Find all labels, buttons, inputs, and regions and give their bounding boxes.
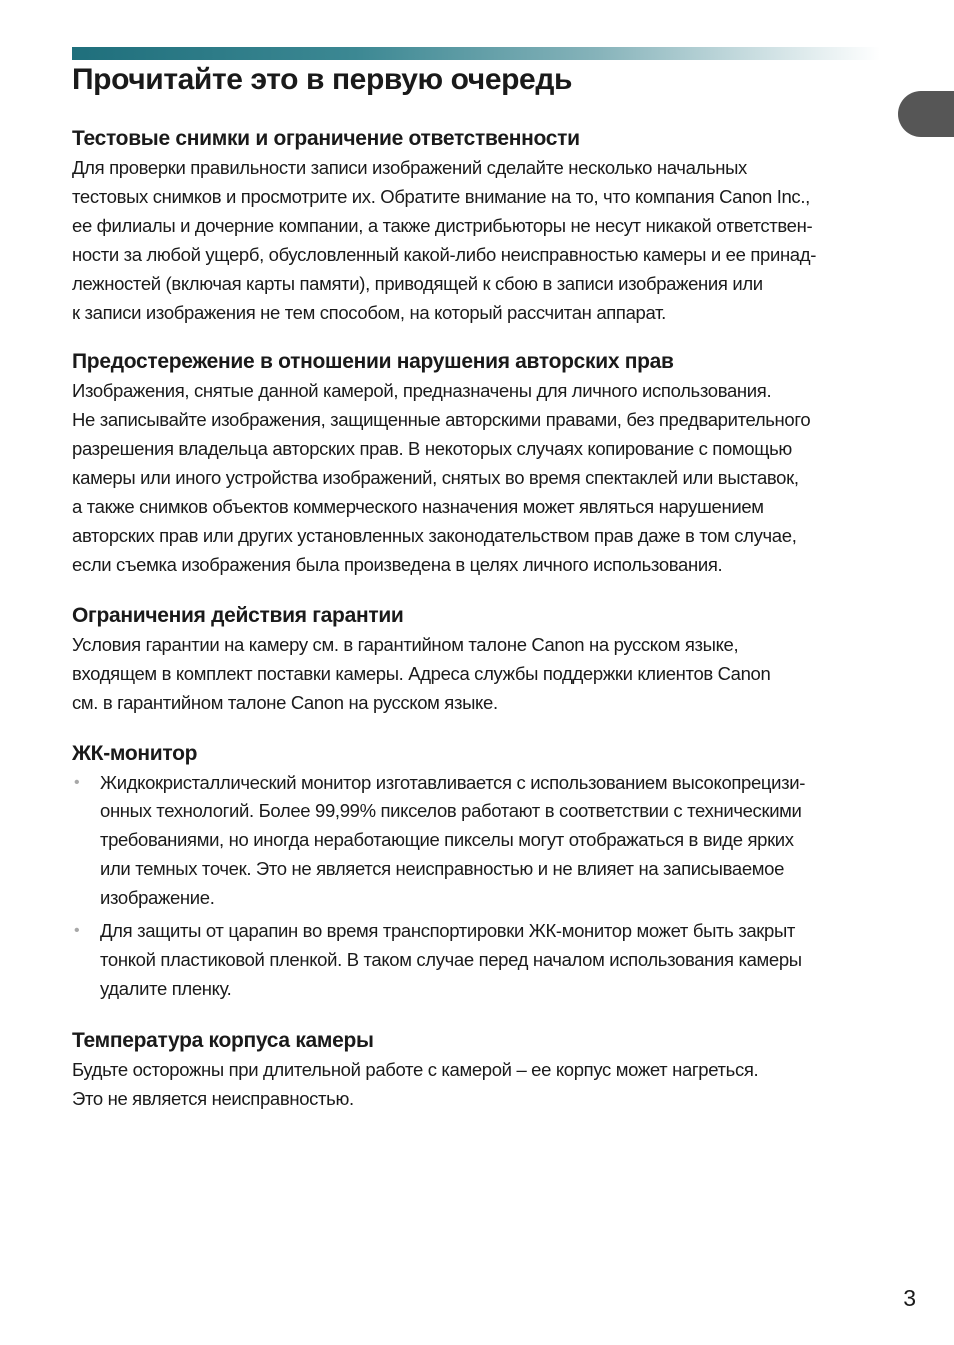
text-line: Это не является неисправностью.	[72, 1087, 354, 1109]
text-line: Будьте осторожны при длительной работе с камерой – ее корпус может нагреться.	[72, 1058, 759, 1080]
text-line: Для проверки правильности записи изображений сделайте несколько начальных	[72, 157, 747, 178]
text-line: или темных точек. Это не является неисправностью и не влияет на записываемое	[100, 858, 785, 880]
text-line: разрешения владельца авторских прав. В некоторых случаях копирование с помощью	[72, 438, 792, 460]
text-line: Изображения, снятые данной камерой, предназначены для личного использования.	[72, 380, 772, 402]
text-line: если съемка изображения была произведена в целях личного использования.	[72, 553, 723, 575]
section-heading: Предостережение в отношении нарушения авторских прав	[72, 350, 674, 374]
text-line: ее филиалы и дочерние компании, а также дистрибьюторы не несут никакой ответствен-	[72, 214, 813, 236]
text-line: а также снимков объектов коммерческого назначения может являться нарушением	[72, 496, 764, 518]
section-lcd-monitor	[72, 739, 884, 1004]
page-number: 3	[903, 1285, 916, 1311]
text-line: авторских прав или других установленных законодательством прав даже в том случае,	[72, 524, 797, 546]
section-test-shots	[72, 124, 884, 327]
section-body	[72, 377, 884, 579]
text-line: входящем в комплект поставки камеры. Адреса службы поддержки клиентов Canon	[72, 662, 771, 684]
header-gradient-bar	[72, 47, 880, 60]
bullet-icon: •	[74, 773, 80, 791]
section-heading: ЖК-монитор	[72, 741, 198, 765]
section-copyright	[72, 347, 884, 579]
text-line: изображение.	[100, 887, 215, 909]
text-line: Условия гарантии на камеру см. в гарантийном талоне Canon на русском языке,	[72, 633, 739, 655]
section-body-temperature	[72, 1026, 884, 1114]
text-line: требованиями, но иногда неработающие пикселы могут отображаться в виде ярких	[100, 829, 794, 851]
section-heading: Ограничения действия гарантии	[72, 603, 404, 627]
section-body	[72, 631, 884, 718]
page-content	[72, 124, 884, 1114]
text-line: Не записывайте изображения, защищенные авторскими правами, без предварительного	[72, 409, 811, 431]
list-item	[72, 917, 884, 1004]
text-line: тонкой пластиковой пленкой. В таком случае перед началом использования камеры	[100, 948, 802, 970]
bullet-icon: •	[74, 922, 80, 940]
section-body	[72, 1056, 884, 1114]
section-warranty	[72, 601, 884, 718]
page-title: Прочитайте это в первую очередь	[72, 63, 573, 96]
text-line: см. в гарантийном талоне Canon на русском языке.	[72, 691, 498, 713]
section-body	[72, 154, 884, 327]
bullet-list	[72, 769, 884, 1004]
section-heading: Тестовые снимки и ограничение ответственности	[72, 127, 580, 150]
text-line: онных технологий. Более 99,99% пикселов работают в соответствии с техническими	[100, 800, 802, 822]
text-line: камеры или иного устройства изображений, снятых во время спектаклей или выставок,	[72, 467, 799, 489]
chapter-tab-marker	[898, 91, 954, 137]
text-line: тестовых снимков и просмотрите их. Обратите внимание на то, что компания Canon Inc.,	[72, 185, 810, 207]
text-line: удалите пленку.	[100, 977, 232, 999]
text-line: Жидкокристаллический монитор изготавливается с использованием высокопрецизи-	[100, 771, 806, 793]
section-heading: Температура корпуса камеры	[72, 1028, 374, 1052]
text-line: к записи изображения не тем способом, на который рассчитан аппарат.	[72, 301, 666, 323]
list-item	[72, 769, 884, 914]
text-line: ности за любой ущерб, обусловленный какой-либо неисправностью камеры и ее принад-	[72, 243, 816, 265]
text-line: Для защиты от царапин во время транспортировки ЖК-монитор может быть закрыт	[100, 920, 796, 942]
text-line: лежностей (включая карты памяти), приводящей к сбою в записи изображения или	[72, 272, 763, 294]
